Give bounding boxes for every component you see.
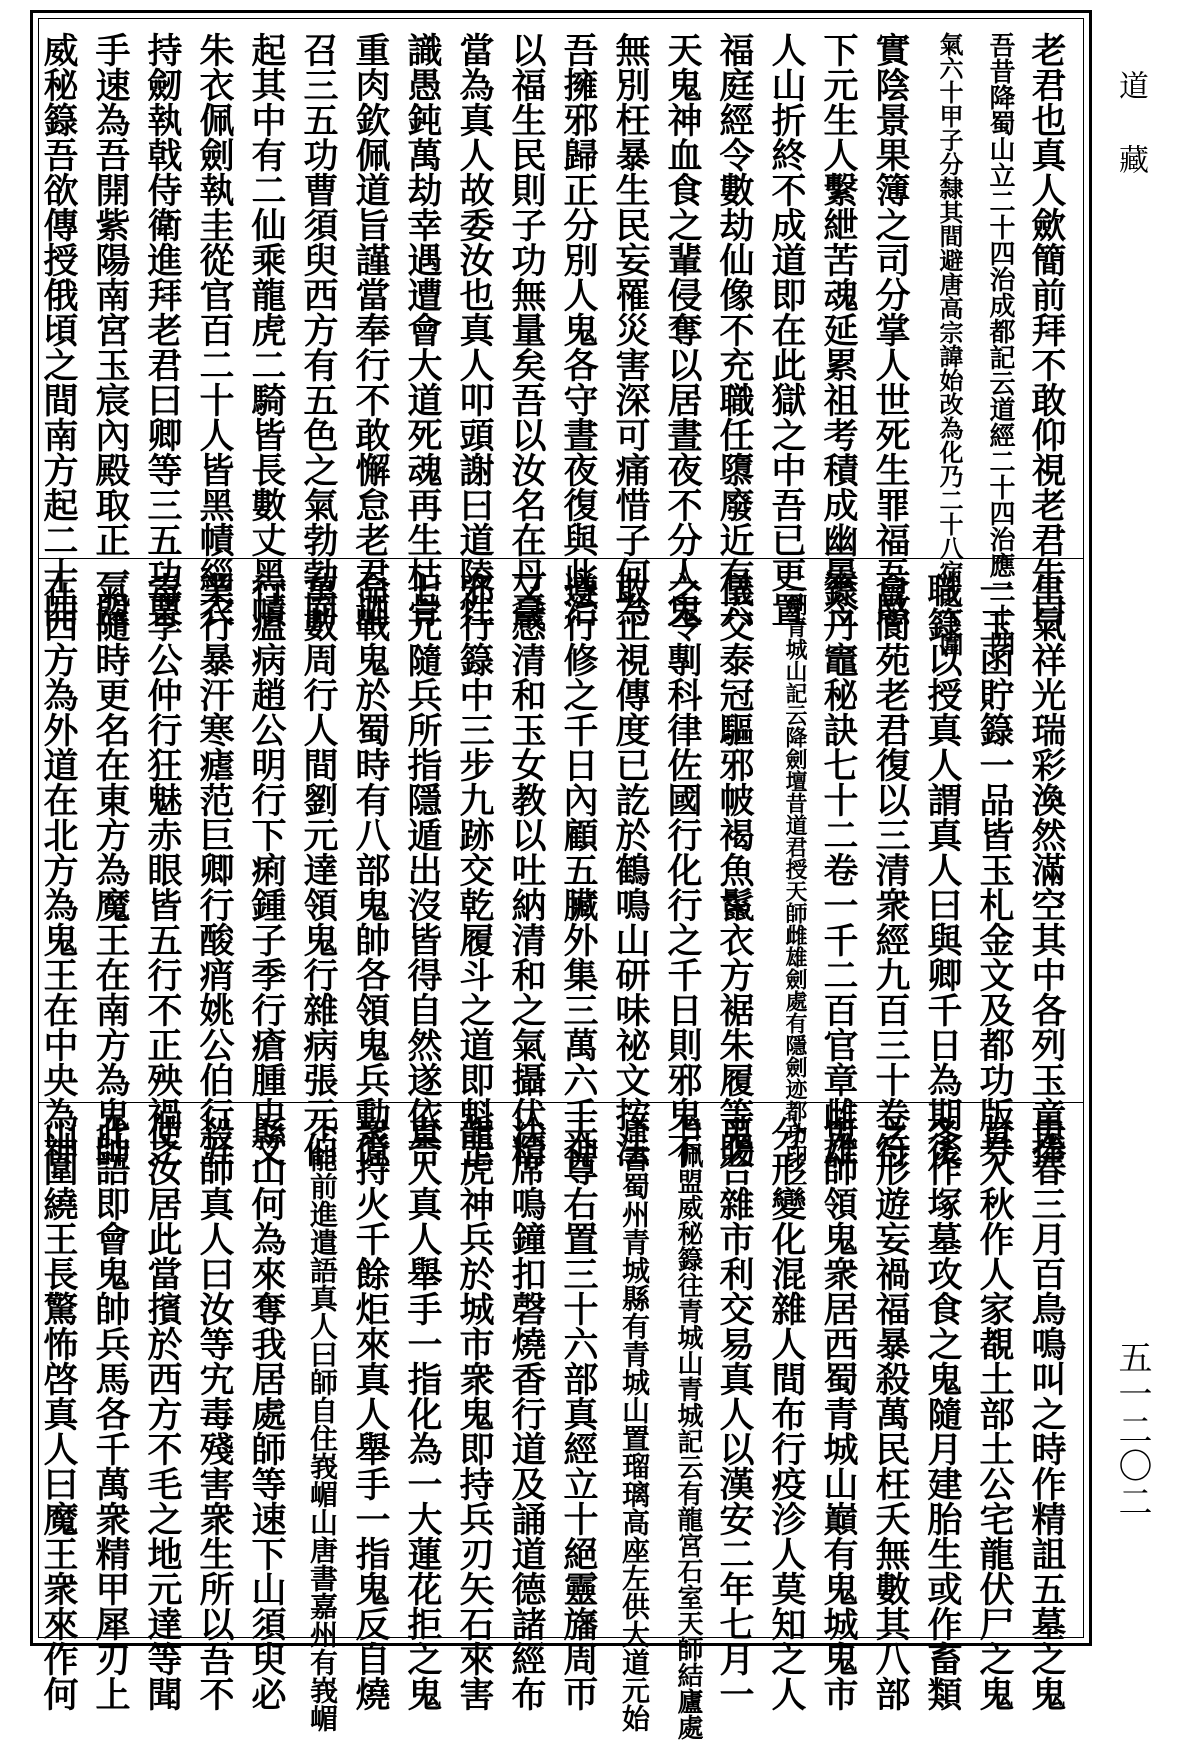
text-column: 威秘籙吾欲傳授俄頃之間南方起二十四 <box>38 32 79 627</box>
text-column: 此語即會鬼帥兵馬各千萬衆精甲犀刃上 <box>90 1116 131 1711</box>
text-column: 吾昔降蜀山立二十四治成都記云道經二十四治應二十四 <box>985 32 1015 656</box>
text-column: 唐書蜀州青城縣有青城山置瑠璃高座左供大道元始 <box>618 1116 651 1732</box>
text-column: 敢正視傳度已訖於鶴鳴山研味祕文按法 <box>610 572 651 1167</box>
text-column: 命戰鬼於蜀時有八部鬼帥各領鬼兵動億 <box>350 572 391 1167</box>
text-column: 朱衣佩劍執圭從官百二十人皆黑幘緇衣 <box>194 32 235 627</box>
text-column: 氣隨時更名在東方為魔王在南方為鬼帥 <box>90 572 131 1167</box>
text-column: 殺師真人曰汝等宄毒殘害衆生所以吾不 <box>194 1116 235 1711</box>
text-column: 重肉欽佩道旨謹當奉行不敢懈怠老君迺 <box>350 32 391 627</box>
text-column: 氣六十甲子分隸其間避唐高宗諱始改為化乃二十八宿之下圍 <box>935 32 964 656</box>
text-column: 實陰景果簿之司分掌人世死生罪福吾愍 <box>870 32 911 627</box>
text-column: 法席鳴鐘扣磬燒香行道及誦道德諸經布 <box>506 1116 547 1711</box>
text-column: 縣山何為來奪我居處師等速下山須臾必 <box>246 1116 287 1711</box>
text-column: 真人真人舉手一指化為一大蓮花拒之鬼 <box>402 1116 443 1711</box>
text-column: 衆持火千餘炬來真人舉手一指鬼反自燒 <box>350 1116 391 1711</box>
margin-book-title: 道藏 <box>1113 70 1148 218</box>
text-column: 職籙以授真人謂真人曰與卿千日為期後 <box>922 572 963 1167</box>
text-column: 起其中有二仙乘龍虎二騎皆長數丈黑幘 <box>246 32 287 627</box>
text-column: 吾擁邪歸正分別人鬼各守晝夜復與此治 <box>558 32 599 627</box>
text-column: 人山折終不成道即在此獄之中吾已更置 <box>766 32 807 627</box>
text-column: 使汝居此當擯於西方不毛之地元達等聞 <box>142 1116 183 1711</box>
text-column: 天尊右置三十六部真經立十絕靈旛周帀 <box>558 1116 599 1711</box>
text-column: 持劒執戟侍衛進拜老君曰卿等三五功曹 <box>142 32 183 627</box>
text-column: 不能前進遣語真人曰師自住峩嵋山唐書嘉州有峩嵋 <box>306 1116 339 1732</box>
text-column: 以福生民則子功無量矣吾以汝名在丹臺 <box>506 32 547 627</box>
text-panel-bottom <box>38 1104 1082 1740</box>
text-column: 老君也真人歛簡前拜不敢仰視老君告曰 <box>1026 32 1067 627</box>
text-column: 下元生人繫紲苦魂延累祖考積成幽曓今 <box>818 32 859 627</box>
text-column: 一玉函貯籙一品皆玉札金文及都功版券 <box>974 572 1015 1167</box>
text-column: 識愚鈍萬劫幸遇遭會大道死魂再生枯骨 <box>402 32 443 627</box>
text-column: 遵行修之千日內顧五臟外集三萬六千神 <box>558 572 599 1167</box>
text-column: 冬作塚墓攻食之鬼隨月建胎生或作畜類 <box>922 1116 963 1711</box>
text-column: 業行暴汗寒瘧范巨卿行酸痟姚公伯行五 <box>194 572 235 1167</box>
text-column: 生氣祥光瑞彩渙然滿空其中各列玉童捧 <box>1026 572 1067 1167</box>
text-column: 之令剸科律佐國行化行之千日則邪鬼不 <box>662 572 703 1167</box>
text-column: 手速為吾開紫陽南宮玉宸內殿取正一盟 <box>90 32 131 627</box>
text-column: 邪行籙中三步九跡交乾履斗之道即魁罡 <box>454 572 495 1167</box>
text-column: 鬼帥領鬼衆居西蜀青城山巔有鬼城鬼市 <box>818 1116 859 1711</box>
text-column: 鬼合雜市利交易真人以漢安二年七月一 <box>714 1116 755 1711</box>
text-column: 當為真人故委汝也真人叩頭謝曰道陵性 <box>454 32 495 627</box>
text-column: 又感清和玉女教以吐納清和之氣攝伏精 <box>506 572 547 1167</box>
text-panel-middle <box>38 560 1082 1188</box>
text-column: 儀交泰冠驅邪帔褐魚鬣衣方裾朱履等賜 <box>714 572 755 1167</box>
text-column: 行瘟病趙公明行下痢鍾子季行瘡腫史文 <box>246 572 287 1167</box>
text-column: 天鬼神血食之輩侵奪以居晝夜不分人鬼 <box>662 32 703 627</box>
text-column: 之形遊妄禍福暴殺萬民枉夭無數其八部 <box>870 1116 911 1711</box>
text-column: 福庭經令數劫仙像不充職任隳廢近有六 <box>714 32 755 627</box>
text-column: 日佩盟威秘籙往青城山青城記云有龍宮石室天師結廬處 <box>673 1116 703 1740</box>
text-column: 無別枉暴生民妄罹災害深可痛惜子何為 <box>610 32 651 627</box>
text-column: 直入秋作人家覩土部土公宅龍伏尸之鬼 <box>974 1116 1015 1711</box>
margin-page-number: 五一二〇二 <box>1112 1340 1152 1520</box>
text-column: 在西方為外道在北方為鬼王在中央為神 <box>38 572 79 1167</box>
text-column: 鬼春三月百鳥鳴叫之時作精詛五墓之鬼 <box>1026 1116 1067 1711</box>
text-column: 籙丹竈秘訣七十二卷一千二百官章雌雄 <box>818 572 859 1167</box>
text-column: 毒李公仲行狂魅赤眼皆五行不正殃禍之 <box>142 572 183 1167</box>
text-panel-top <box>38 20 1082 656</box>
text-column: 龍虎神兵於城市衆鬼即持兵刃矢石來害 <box>454 1116 495 1711</box>
text-column: 召三五功曹須臾西方有五色之氣勃勃而 <box>298 32 339 627</box>
text-column: 二劍青城山記云降劍壇昔道君授天師雌雄劍處有隱劍迹都功印二 <box>782 572 808 1188</box>
text-column: 七元隨兵所指隱遁出沒皆得自然遂依告 <box>402 572 443 1167</box>
text-column: 會閬苑老君復以三清衆經九百三十卷符 <box>870 572 911 1167</box>
text-column: 分形變化混雜人間布行疫沴人莫知之人 <box>766 1116 807 1711</box>
text-column: 萬數周行人間劉元達領鬼行雜病張元伯 <box>298 572 339 1167</box>
text-column: 山圍繞王長驚怖啓真人曰魔王衆來作何 <box>38 1116 79 1711</box>
